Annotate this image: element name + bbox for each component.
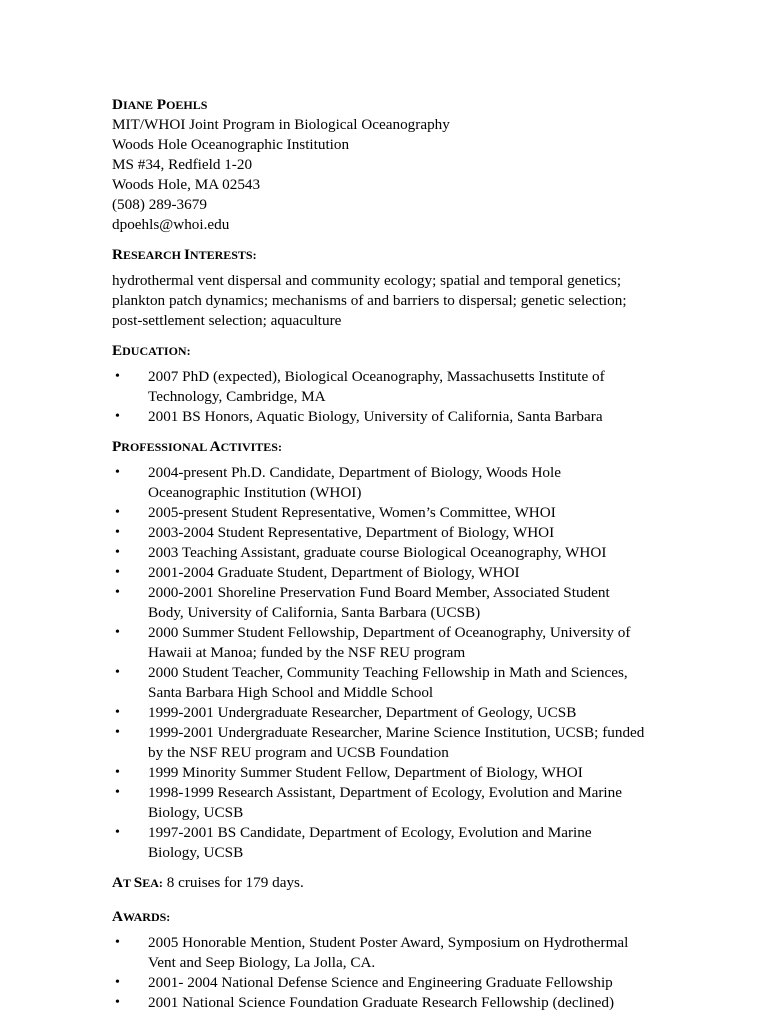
heading-initial: A [112, 908, 123, 925]
bullet-icon: • [115, 665, 120, 680]
bullet-icon: • [115, 545, 120, 560]
heading-rest: EA: [142, 876, 163, 890]
contact-program: MIT/WHOI Joint Program in Biological Oceanography [112, 116, 450, 133]
heading-rest: ROFESSIONAL [121, 440, 210, 454]
list-item-line: 1997-2001 BS Candidate, Department of Ecology, Evolution and Marine [148, 824, 592, 841]
list-item-line: 2001-2004 Graduate Student, Department of Biology, WHOI [148, 564, 520, 581]
bullet-icon: • [115, 765, 120, 780]
bullet-icon: • [115, 825, 120, 840]
heading-rest: WARDS: [122, 910, 171, 924]
name-last-rest: OEHLS [166, 98, 208, 112]
bullet-icon: • [115, 505, 120, 520]
list-item-line: 2004-present Ph.D. Candidate, Department of Biology, Woods Hole [148, 464, 561, 481]
bullet-icon: • [115, 935, 120, 950]
list-item [112, 663, 672, 703]
list-item [112, 503, 672, 523]
list-item-line: 2000 Student Teacher, Community Teaching Fellowship in Math and Sciences, [148, 664, 628, 681]
cv-name [112, 95, 672, 115]
research-line: plankton patch dynamics; mechanisms of and barriers to dispersal; genetic selection; [112, 292, 627, 309]
bullet-icon: • [115, 409, 120, 424]
heading-rest: CTIVITES: [220, 440, 282, 454]
list-item-line: by the NSF REU program and UCSB Foundation [148, 744, 449, 761]
contact-city: Woods Hole, MA 02543 [112, 176, 261, 193]
bullet-icon: • [115, 725, 120, 740]
list-item [112, 523, 672, 543]
list-item-line: Santa Barbara High School and Middle School [148, 684, 434, 701]
bullet-icon: • [115, 705, 120, 720]
list-item-line: 2003-2004 Student Representative, Department of Biology, WHOI [148, 524, 555, 541]
activities-heading [112, 437, 672, 457]
list-item-line: 2001- 2004 National Defense Science and Engineering Graduate Fellowship [148, 974, 613, 991]
bullet-icon: • [115, 585, 120, 600]
list-item [112, 563, 672, 583]
list-item-line: Body, University of California, Santa Barbara (UCSB) [148, 604, 481, 621]
list-item-line: 1999-2001 Undergraduate Researcher, Department of Geology, UCSB [148, 704, 577, 721]
heading-rest: T [122, 876, 134, 890]
list-item-line: 2000 Summer Student Fellowship, Department of Oceanography, University of [148, 624, 631, 641]
list-item-line: 2005 Honorable Mention, Student Poster Award, Symposium on Hydrothermal [148, 934, 629, 951]
name-initial: D [112, 96, 123, 113]
list-item [112, 407, 672, 427]
heading-initial: I [183, 246, 190, 263]
bullet-icon: • [115, 565, 120, 580]
list-item-line: 1998-1999 Research Assistant, Department of Ecology, Evolution and Marine [148, 784, 622, 801]
list-item-line: Vent and Seep Biology, La Jolla, CA. [148, 954, 376, 971]
list-item [112, 933, 672, 973]
bullet-icon: • [115, 625, 120, 640]
heading-rest: ESEARCH [122, 248, 184, 262]
education-list [112, 367, 672, 427]
list-item-line: 2005-present Student Representative, Women’s Committee, WHOI [148, 504, 556, 521]
list-item-line: 2007 PhD (expected), Biological Oceanography, Massachusetts Institute of [148, 368, 605, 385]
name-first-rest: IANE [122, 98, 153, 112]
bullet-icon: • [115, 369, 120, 384]
awards-list [112, 933, 672, 1013]
heading-initial: A [112, 874, 123, 891]
contact-email[interactable]: dpoehls@whoi.edu [112, 216, 230, 233]
list-item [112, 623, 672, 663]
education-heading [112, 341, 672, 361]
list-item [112, 763, 672, 783]
bullet-icon: • [115, 465, 120, 480]
heading-initial: E [112, 342, 123, 359]
heading-rest: NTERESTS: [189, 248, 257, 262]
list-item-line: Technology, Cambridge, MA [148, 388, 326, 405]
list-item [112, 993, 672, 1013]
bullet-icon: • [115, 525, 120, 540]
at-sea-section [112, 873, 672, 893]
research-line: hydrothermal vent dispersal and community ecology; spatial and temporal genetics; [112, 272, 622, 289]
list-item [112, 723, 672, 763]
bullet-icon: • [115, 785, 120, 800]
contact-institution: Woods Hole Oceanographic Institution [112, 136, 350, 153]
list-item-line: 2000-2001 Shoreline Preservation Fund Board Member, Associated Student [148, 584, 610, 601]
heading-rest: DUCATION: [122, 344, 191, 358]
cv-page [112, 95, 672, 1013]
heading-initial: R [112, 246, 123, 263]
list-item [112, 823, 672, 863]
heading-initial: S [133, 874, 143, 891]
contact-phone: (508) 289-3679 [112, 196, 207, 213]
list-item-line: 2001 National Science Foundation Graduate Research Fellowship (declined) [148, 994, 615, 1011]
name-last-initial: P [156, 96, 167, 113]
list-item [112, 463, 672, 503]
list-item-line: Oceanographic Institution (WHOI) [148, 484, 362, 501]
list-item-line: 1999-2001 Undergraduate Researcher, Marine Science Institution, UCSB; funded [148, 724, 645, 741]
list-item-line: 1999 Minority Summer Student Fellow, Department of Biology, WHOI [148, 764, 583, 781]
list-item-line: Biology, UCSB [148, 844, 244, 861]
contact-mailstop: MS #34, Redfield 1-20 [112, 156, 253, 173]
list-item-line: 2001 BS Honors, Aquatic Biology, University of California, Santa Barbara [148, 408, 603, 425]
research-text [112, 271, 672, 331]
list-item-line: Biology, UCSB [148, 804, 244, 821]
list-item-line: 2003 Teaching Assistant, graduate course Biological Oceanography, WHOI [148, 544, 607, 561]
bullet-icon: • [115, 975, 120, 990]
bullet-icon: • [115, 995, 120, 1010]
list-item [112, 583, 672, 623]
heading-initial: A [209, 438, 221, 455]
research-heading [112, 245, 672, 265]
awards-heading [112, 907, 672, 927]
at-sea-heading [112, 874, 163, 891]
contact-block [112, 115, 672, 235]
list-item [112, 783, 672, 823]
list-item [112, 367, 672, 407]
activities-list [112, 463, 672, 863]
list-item [112, 543, 672, 563]
at-sea-text: 8 cruises for 179 days. [166, 874, 304, 891]
heading-initial: P [112, 438, 122, 455]
research-line: post-settlement selection; aquaculture [112, 312, 342, 329]
list-item [112, 973, 672, 993]
list-item [112, 703, 672, 723]
list-item-line: Hawaii at Manoa; funded by the NSF REU program [148, 644, 466, 661]
